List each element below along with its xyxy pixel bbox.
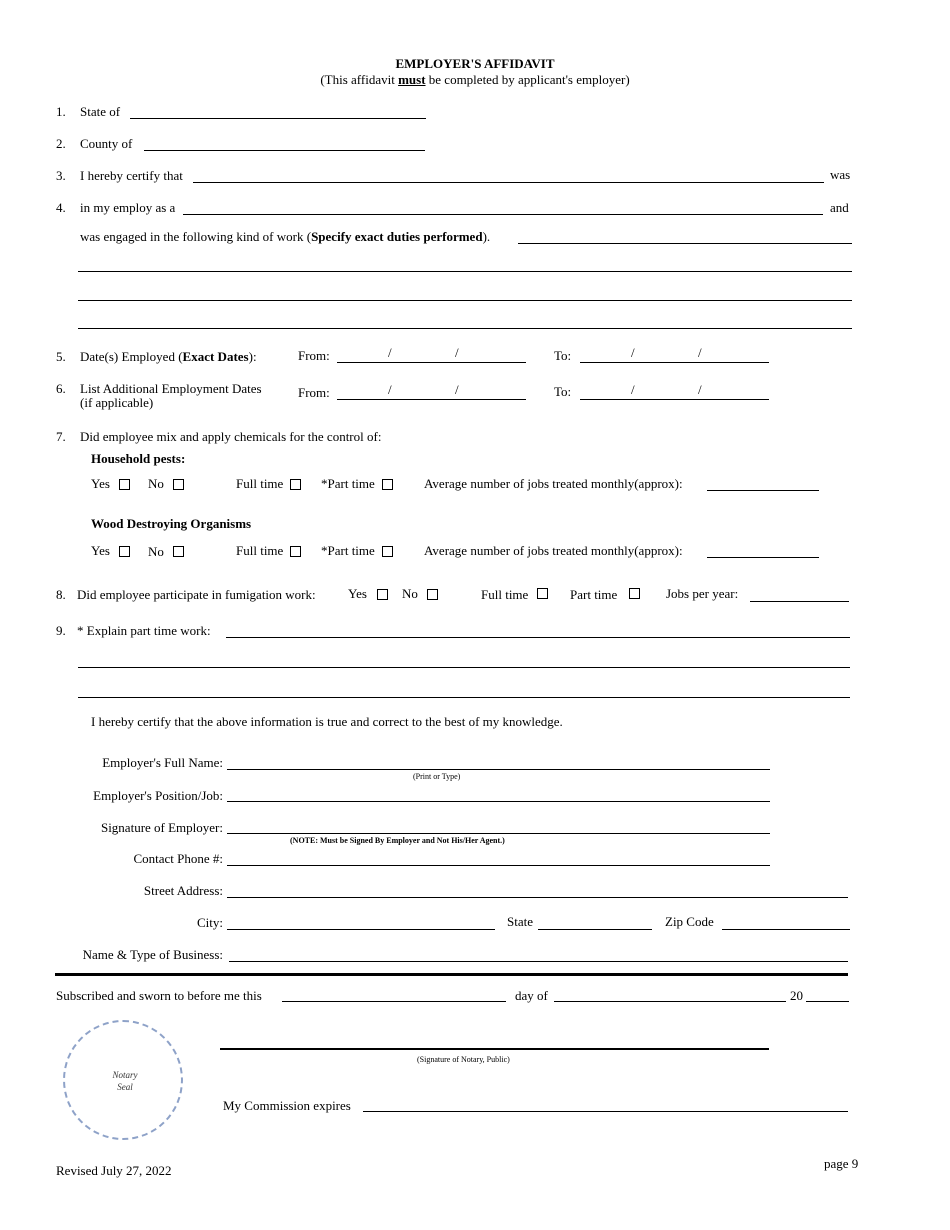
date-slash: / xyxy=(698,345,702,360)
employee-name-field[interactable] xyxy=(193,182,824,183)
item-8-number: 8. xyxy=(56,587,66,602)
notary-seal-text-1: Notary xyxy=(112,1070,138,1080)
work-label-pre: was engaged in the following kind of work ( xyxy=(80,229,312,244)
certify-label: I hereby certify that xyxy=(80,168,183,183)
from-label: From: xyxy=(298,385,330,400)
to-label: To: xyxy=(554,384,572,399)
day-of-label: day of xyxy=(515,988,548,1003)
revised-date: Revised July 27, 2022 xyxy=(56,1163,172,1178)
fumigation-full-time-label: Full time xyxy=(481,587,529,602)
full-name-label: Employer's Full Name: xyxy=(102,755,223,770)
business-field[interactable] xyxy=(229,961,848,962)
state-label-address: State xyxy=(507,914,533,929)
household-avg-jobs-label: Average number of jobs treated monthly(approx): xyxy=(424,476,683,491)
wood-avg-jobs-label: Average number of jobs treated monthly(approx): xyxy=(424,543,683,558)
state-label: State of xyxy=(80,104,121,119)
street-label: Street Address: xyxy=(143,883,223,898)
item-5-number: 5. xyxy=(56,349,66,364)
sworn-month-field[interactable] xyxy=(554,1001,786,1002)
work-duties-field-2[interactable] xyxy=(78,271,852,272)
wood-no-label: No xyxy=(148,544,164,559)
position-label: Employer's Position/Job: xyxy=(93,788,223,803)
date-slash: / xyxy=(388,382,392,397)
form-title: EMPLOYER'S AFFIDAVIT xyxy=(395,56,555,71)
explain-field-1[interactable] xyxy=(226,637,850,638)
phone-label: Contact Phone #: xyxy=(133,851,223,866)
commission-label: My Commission expires xyxy=(223,1098,351,1113)
work-label-bold: Specify exact duties performed xyxy=(311,229,483,244)
subtitle-must: must xyxy=(398,72,426,87)
date-slash: / xyxy=(631,345,635,360)
full-name-field[interactable] xyxy=(227,769,770,770)
date-slash: / xyxy=(388,345,392,360)
dates-label-bold: Exact Dates xyxy=(182,349,249,364)
wood-yes-checkbox[interactable] xyxy=(119,546,130,557)
household-yes-label: Yes xyxy=(91,476,110,491)
item-9-number: 9. xyxy=(56,623,66,638)
household-full-time-label: Full time xyxy=(236,476,284,491)
subtitle-post: be completed by applicant's employer) xyxy=(425,72,630,87)
sworn-day-field[interactable] xyxy=(282,1001,506,1002)
explain-field-3[interactable] xyxy=(78,697,850,698)
work-label-post: ). xyxy=(482,229,491,244)
work-duties-field-4[interactable] xyxy=(78,328,852,329)
household-full-time-checkbox[interactable] xyxy=(290,479,301,490)
fumigation-no-label: No xyxy=(402,586,418,601)
sworn-label: Subscribed and sworn to before me this xyxy=(56,988,262,1003)
position-field[interactable] xyxy=(227,801,770,802)
work-duties-field-1[interactable] xyxy=(518,243,852,244)
wood-part-time-label: *Part time xyxy=(321,543,375,558)
fumigation-yes-label: Yes xyxy=(348,586,367,601)
signature-label: Signature of Employer: xyxy=(100,820,223,835)
dates-employed-label xyxy=(80,350,257,363)
additional-from-date-field[interactable] xyxy=(337,399,526,400)
fumigation-yes-checkbox[interactable] xyxy=(377,589,388,600)
household-yes-checkbox[interactable] xyxy=(119,479,130,490)
wood-full-time-checkbox[interactable] xyxy=(290,546,301,557)
notary-signature-field[interactable] xyxy=(220,1048,769,1050)
wood-part-time-checkbox[interactable] xyxy=(382,546,393,557)
state-field[interactable] xyxy=(130,118,426,119)
date-slash: / xyxy=(631,382,635,397)
household-pests-heading: Household pests: xyxy=(91,451,186,466)
chemicals-question: Did employee mix and apply chemicals for the control of: xyxy=(80,429,382,444)
notary-signature-label: (Signature of Notary, Public) xyxy=(417,1055,510,1064)
household-avg-jobs-field[interactable] xyxy=(707,490,819,491)
fumigation-question: Did employee participate in fumigation work: xyxy=(77,587,316,602)
additional-to-date-field[interactable] xyxy=(580,399,769,400)
page-number: page 9 xyxy=(824,1156,859,1171)
street-field[interactable] xyxy=(227,897,848,898)
and-label: and xyxy=(830,200,849,215)
signature-note: (NOTE: Must be Signed By Employer and Not His/Her Agent.) xyxy=(290,836,505,845)
county-field[interactable] xyxy=(144,150,425,151)
wood-destroying-heading: Wood Destroying Organisms xyxy=(91,516,252,531)
household-no-label: No xyxy=(148,476,164,491)
fumigation-full-time-checkbox[interactable] xyxy=(537,588,548,599)
explain-field-2[interactable] xyxy=(78,667,850,668)
fumigation-part-time-checkbox[interactable] xyxy=(629,588,640,599)
form-subtitle xyxy=(0,73,950,86)
zip-label: Zip Code xyxy=(665,914,714,929)
item-3-number: 3. xyxy=(56,168,66,183)
notary-seal xyxy=(63,1020,183,1140)
dates-label-pre: Date(s) Employed ( xyxy=(80,349,183,364)
to-date-field[interactable] xyxy=(580,362,769,363)
commission-field[interactable] xyxy=(363,1111,848,1112)
jobs-per-year-field[interactable] xyxy=(750,601,849,602)
city-field[interactable] xyxy=(227,929,495,930)
city-label: City: xyxy=(196,915,223,930)
to-label: To: xyxy=(554,348,572,363)
item-1-number: 1. xyxy=(56,104,66,119)
additional-dates-label: List Additional Employment Dates xyxy=(80,381,262,396)
subtitle-pre: (This affidavit xyxy=(320,72,399,87)
from-date-field[interactable] xyxy=(337,362,526,363)
signature-field[interactable] xyxy=(227,833,770,834)
notary-seal-text-2: Seal xyxy=(117,1082,133,1092)
sworn-year-field[interactable] xyxy=(806,1001,849,1002)
wood-yes-label: Yes xyxy=(91,543,110,558)
work-label xyxy=(80,230,490,243)
phone-field[interactable] xyxy=(227,865,770,866)
fumigation-no-checkbox[interactable] xyxy=(427,589,438,600)
household-no-checkbox[interactable] xyxy=(173,479,184,490)
item-4-number: 4. xyxy=(56,200,66,215)
print-or-type-note: (Print or Type) xyxy=(413,772,461,781)
employ-position-field[interactable] xyxy=(183,214,823,215)
household-part-time-label: *Part time xyxy=(321,476,375,491)
was-label: was xyxy=(830,167,851,182)
date-slash: / xyxy=(455,382,459,397)
wood-avg-jobs-field[interactable] xyxy=(707,557,819,558)
zip-field[interactable] xyxy=(722,929,850,930)
item-2-number: 2. xyxy=(56,136,66,151)
section-divider xyxy=(55,973,848,976)
county-label: County of xyxy=(80,136,133,151)
fumigation-part-time-label: Part time xyxy=(570,587,618,602)
item-7-number: 7. xyxy=(56,429,66,444)
year-prefix: 20 xyxy=(790,988,803,1003)
household-part-time-checkbox[interactable] xyxy=(382,479,393,490)
additional-dates-sublabel: (if applicable) xyxy=(80,395,154,410)
jobs-per-year-label: Jobs per year: xyxy=(666,586,739,601)
work-duties-field-3[interactable] xyxy=(78,300,852,301)
wood-full-time-label: Full time xyxy=(236,543,284,558)
employ-label: in my employ as a xyxy=(80,200,176,215)
explain-part-time-label: * Explain part time work: xyxy=(77,623,211,638)
certification-statement: I hereby certify that the above information is true and correct to the best of my knowledge. xyxy=(91,714,563,729)
from-label: From: xyxy=(298,348,330,363)
item-6-number: 6. xyxy=(56,381,66,396)
wood-no-checkbox[interactable] xyxy=(173,546,184,557)
date-slash: / xyxy=(455,345,459,360)
business-label: Name & Type of Business: xyxy=(82,947,223,962)
dates-label-post: ): xyxy=(248,349,257,364)
state-address-field[interactable] xyxy=(538,929,652,930)
date-slash: / xyxy=(698,382,702,397)
